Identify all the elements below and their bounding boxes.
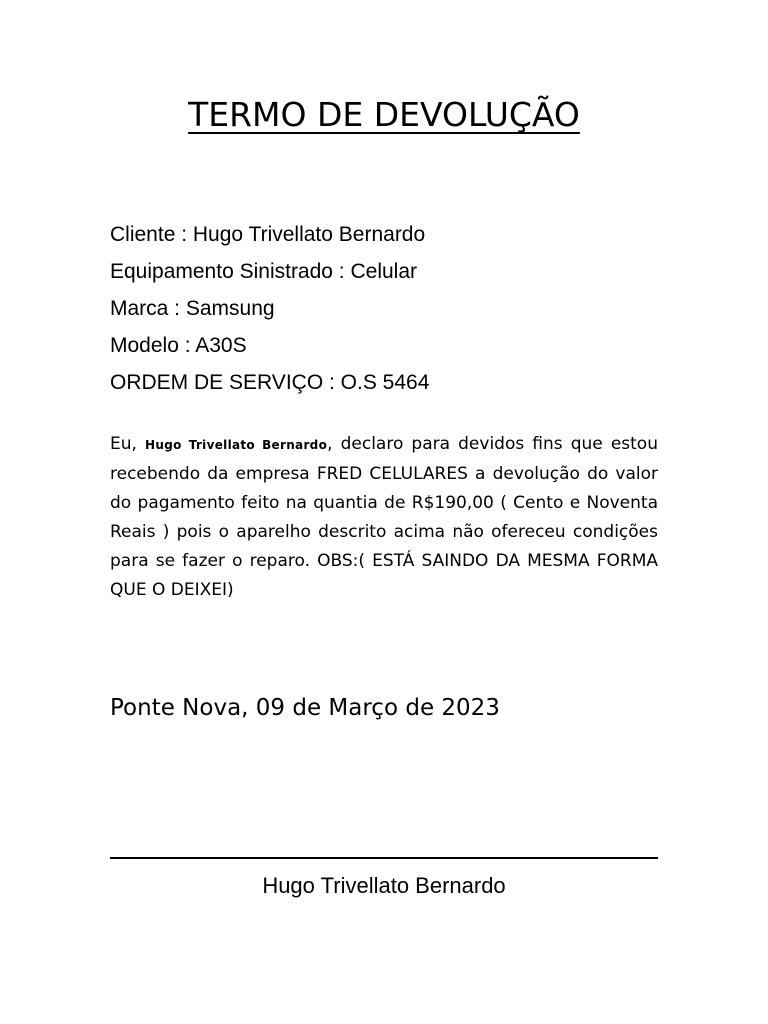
field-ordem-servico: ORDEM DE SERVIÇO : O.S 5464 [110,371,430,394]
client-info-fields [110,216,670,401]
field-cliente: Cliente : Hugo Trivellato Bernardo [110,223,426,246]
signature-line [110,857,658,859]
declaration-text: , declaro para devidos fins que estou recebendo da empresa FRED CELULARES a devolução do valor do pagamento feito na quantia de R$190,00 ( Cento e Noventa Reais ) pois o aparelho descrito acima não ofereceu condições para se fazer o reparo. OBS:( ESTÁ SAINDO DA MESMA FORMA QUE O DEIXEI) [110,434,658,600]
document-title: TERMO DE DEVOLUÇÃO [188,95,580,134]
date-line: Ponte Nova, 09 de Março de 2023 [110,695,500,721]
declaration-paragraph [110,430,658,605]
declaration-prefix: Eu, [110,434,146,454]
declaration-name: Hugo Trivellato Bernardo [145,438,328,452]
field-marca: Marca : Samsung [110,297,275,320]
signature-name: Hugo Trivellato Bernardo [262,873,506,898]
field-modelo: Modelo : A30S [110,334,247,357]
field-equipamento: Equipamento Sinistrado : Celular [110,260,418,283]
